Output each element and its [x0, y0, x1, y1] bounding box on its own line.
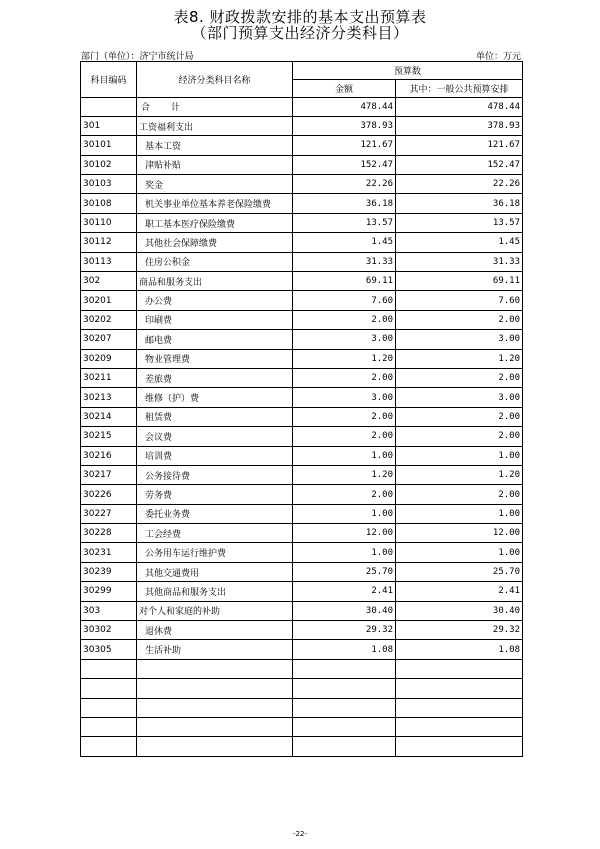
cell-amount: 3.00	[293, 330, 396, 349]
cell-general: 152.47	[396, 155, 523, 174]
cell-name	[137, 698, 293, 717]
page-number: -22-	[293, 830, 307, 838]
cell-code: 30213	[81, 388, 137, 407]
department-label: 部门（单位）：济宁市统计局	[81, 52, 194, 62]
cell-name: 其他社会保障缴费	[137, 233, 293, 252]
cell-code: 301	[81, 116, 137, 135]
table-row	[81, 116, 523, 135]
cell-code	[81, 698, 137, 717]
header-name: 经济分类科目名称	[137, 62, 293, 98]
cell-general	[396, 659, 523, 678]
cell-name: 印刷费	[137, 310, 293, 329]
cell-name: 职工基本医疗保险缴费	[137, 213, 293, 232]
page-subtitle: （部门预算支出经济分类科目）	[191, 24, 409, 42]
cell-name: 其他交通费用	[137, 562, 293, 581]
budget-table	[80, 61, 523, 757]
table-row	[81, 640, 523, 659]
cell-code: 30112	[81, 233, 137, 252]
table-row	[81, 698, 523, 717]
cell-code: 30228	[81, 524, 137, 543]
cell-code: 303	[81, 601, 137, 620]
cell-code: 30215	[81, 427, 137, 446]
cell-general: 30.40	[396, 601, 523, 620]
cell-general: 1.08	[396, 640, 523, 659]
table-row	[81, 524, 523, 543]
table-row	[81, 194, 523, 213]
cell-amount: 152.47	[293, 155, 396, 174]
cell-code: 30217	[81, 465, 137, 484]
cell-amount: 2.41	[293, 582, 396, 601]
cell-name	[137, 737, 293, 756]
cell-name: 办公费	[137, 291, 293, 310]
cell-code: 30102	[81, 155, 137, 174]
cell-general: 2.00	[396, 427, 523, 446]
cell-amount: 2.00	[293, 368, 396, 387]
table-row	[81, 737, 523, 756]
cell-amount: 1.00	[293, 543, 396, 562]
cell-general: 29.32	[396, 621, 523, 640]
cell-name	[137, 718, 293, 737]
cell-amount: 1.20	[293, 349, 396, 368]
cell-code: 30239	[81, 562, 137, 581]
cell-amount	[293, 698, 396, 717]
cell-amount: 12.00	[293, 524, 396, 543]
cell-amount: 2.00	[293, 407, 396, 426]
header-general: 其中：一般公共预算安排	[396, 80, 523, 98]
cell-amount: 1.20	[293, 465, 396, 484]
cell-amount: 69.11	[293, 272, 396, 291]
cell-general: 3.00	[396, 330, 523, 349]
cell-general: 69.11	[396, 272, 523, 291]
cell-general: 36.18	[396, 194, 523, 213]
cell-code: 30209	[81, 349, 137, 368]
header-budget: 预算数	[293, 62, 523, 80]
header-amount: 金额	[293, 80, 396, 98]
table-row	[81, 291, 523, 310]
cell-code	[81, 679, 137, 698]
cell-amount: 31.33	[293, 252, 396, 271]
table-row	[81, 175, 523, 194]
table-row	[81, 504, 523, 523]
cell-amount	[293, 718, 396, 737]
cell-general	[396, 679, 523, 698]
cell-name: 培训费	[137, 446, 293, 465]
cell-code: 30211	[81, 368, 137, 387]
cell-amount: 1.08	[293, 640, 396, 659]
table-row	[81, 427, 523, 446]
cell-code: 302	[81, 272, 137, 291]
cell-code	[81, 97, 137, 116]
cell-name: 会议费	[137, 427, 293, 446]
cell-code: 30113	[81, 252, 137, 271]
cell-code	[81, 718, 137, 737]
cell-code: 30101	[81, 136, 137, 155]
cell-general: 2.00	[396, 407, 523, 426]
table-header-row	[81, 62, 523, 80]
cell-amount: 121.67	[293, 136, 396, 155]
cell-name: 委托业务费	[137, 504, 293, 523]
table-row	[81, 272, 523, 291]
table-row	[81, 136, 523, 155]
cell-general: 31.33	[396, 252, 523, 271]
cell-amount: 1.45	[293, 233, 396, 252]
cell-amount: 25.70	[293, 562, 396, 581]
cell-name: 其他商品和服务支出	[137, 582, 293, 601]
cell-name: 机关事业单位基本养老保险缴费	[137, 194, 293, 213]
table-row	[81, 97, 523, 116]
table-row	[81, 659, 523, 678]
cell-code: 30231	[81, 543, 137, 562]
cell-name: 工会经费	[137, 524, 293, 543]
cell-name: 住房公积金	[137, 252, 293, 271]
cell-name: 奖金	[137, 175, 293, 194]
cell-name: 合 计	[137, 97, 293, 116]
cell-code	[81, 737, 137, 756]
cell-general: 2.00	[396, 485, 523, 504]
cell-amount: 13.57	[293, 213, 396, 232]
table-row	[81, 252, 523, 271]
cell-name: 津贴补贴	[137, 155, 293, 174]
cell-general: 1.00	[396, 504, 523, 523]
table-row	[81, 407, 523, 426]
cell-name: 公务接待费	[137, 465, 293, 484]
table-row	[81, 582, 523, 601]
page-title: 表8. 财政拨款安排的基本支出预算表	[173, 8, 427, 26]
cell-amount: 3.00	[293, 388, 396, 407]
table-row	[81, 388, 523, 407]
cell-general: 25.70	[396, 562, 523, 581]
table-body	[81, 97, 523, 756]
cell-code: 30103	[81, 175, 137, 194]
table-row	[81, 330, 523, 349]
table-row	[81, 213, 523, 232]
cell-general: 1.20	[396, 349, 523, 368]
table-row	[81, 465, 523, 484]
cell-code: 30226	[81, 485, 137, 504]
cell-name: 工资福利支出	[137, 116, 293, 135]
cell-code: 30302	[81, 621, 137, 640]
cell-amount: 1.00	[293, 504, 396, 523]
cell-name: 租赁费	[137, 407, 293, 426]
cell-name: 差旅费	[137, 368, 293, 387]
cell-general: 3.00	[396, 388, 523, 407]
cell-amount: 2.00	[293, 310, 396, 329]
table-row	[81, 368, 523, 387]
cell-amount: 2.00	[293, 485, 396, 504]
header-code: 科目编码	[81, 62, 137, 98]
table-row	[81, 310, 523, 329]
cell-general: 2.00	[396, 368, 523, 387]
table-row	[81, 621, 523, 640]
unit-label: 单位：万元	[475, 52, 521, 62]
cell-general: 121.67	[396, 136, 523, 155]
cell-amount: 7.60	[293, 291, 396, 310]
table-row	[81, 601, 523, 620]
cell-name: 劳务费	[137, 485, 293, 504]
table-row	[81, 155, 523, 174]
cell-amount: 22.26	[293, 175, 396, 194]
cell-general: 1.20	[396, 465, 523, 484]
cell-amount: 478.44	[293, 97, 396, 116]
cell-name: 对个人和家庭的补助	[137, 601, 293, 620]
cell-amount: 2.00	[293, 427, 396, 446]
cell-general: 378.93	[396, 116, 523, 135]
cell-general: 2.00	[396, 310, 523, 329]
cell-general: 22.26	[396, 175, 523, 194]
cell-code: 30110	[81, 213, 137, 232]
cell-name: 公务用车运行维护费	[137, 543, 293, 562]
cell-code: 30202	[81, 310, 137, 329]
cell-name: 基本工资	[137, 136, 293, 155]
table-row	[81, 718, 523, 737]
table-row	[81, 679, 523, 698]
cell-amount	[293, 659, 396, 678]
cell-name: 维修（护）费	[137, 388, 293, 407]
cell-name: 物业管理费	[137, 349, 293, 368]
cell-code: 30305	[81, 640, 137, 659]
cell-code: 30299	[81, 582, 137, 601]
table-row	[81, 543, 523, 562]
cell-name: 退休费	[137, 621, 293, 640]
cell-general: 12.00	[396, 524, 523, 543]
cell-general: 2.41	[396, 582, 523, 601]
cell-amount: 36.18	[293, 194, 396, 213]
cell-code: 30201	[81, 291, 137, 310]
cell-amount: 1.00	[293, 446, 396, 465]
cell-code: 30216	[81, 446, 137, 465]
cell-general	[396, 737, 523, 756]
cell-general	[396, 718, 523, 737]
cell-general: 13.57	[396, 213, 523, 232]
cell-general: 7.60	[396, 291, 523, 310]
cell-amount: 378.93	[293, 116, 396, 135]
cell-name	[137, 659, 293, 678]
cell-code	[81, 659, 137, 678]
table-row	[81, 562, 523, 581]
cell-name: 生活补助	[137, 640, 293, 659]
cell-code: 30214	[81, 407, 137, 426]
cell-code: 30108	[81, 194, 137, 213]
table-row	[81, 485, 523, 504]
cell-general: 1.45	[396, 233, 523, 252]
cell-amount	[293, 679, 396, 698]
cell-amount	[293, 737, 396, 756]
cell-amount: 30.40	[293, 601, 396, 620]
cell-code: 30227	[81, 504, 137, 523]
cell-name	[137, 679, 293, 698]
cell-general	[396, 698, 523, 717]
cell-code: 30207	[81, 330, 137, 349]
cell-name: 商品和服务支出	[137, 272, 293, 291]
cell-general: 1.00	[396, 446, 523, 465]
cell-name: 邮电费	[137, 330, 293, 349]
table-row	[81, 446, 523, 465]
table-row	[81, 349, 523, 368]
cell-amount: 29.32	[293, 621, 396, 640]
cell-general: 478.44	[396, 97, 523, 116]
cell-general: 1.00	[396, 543, 523, 562]
table-row	[81, 233, 523, 252]
